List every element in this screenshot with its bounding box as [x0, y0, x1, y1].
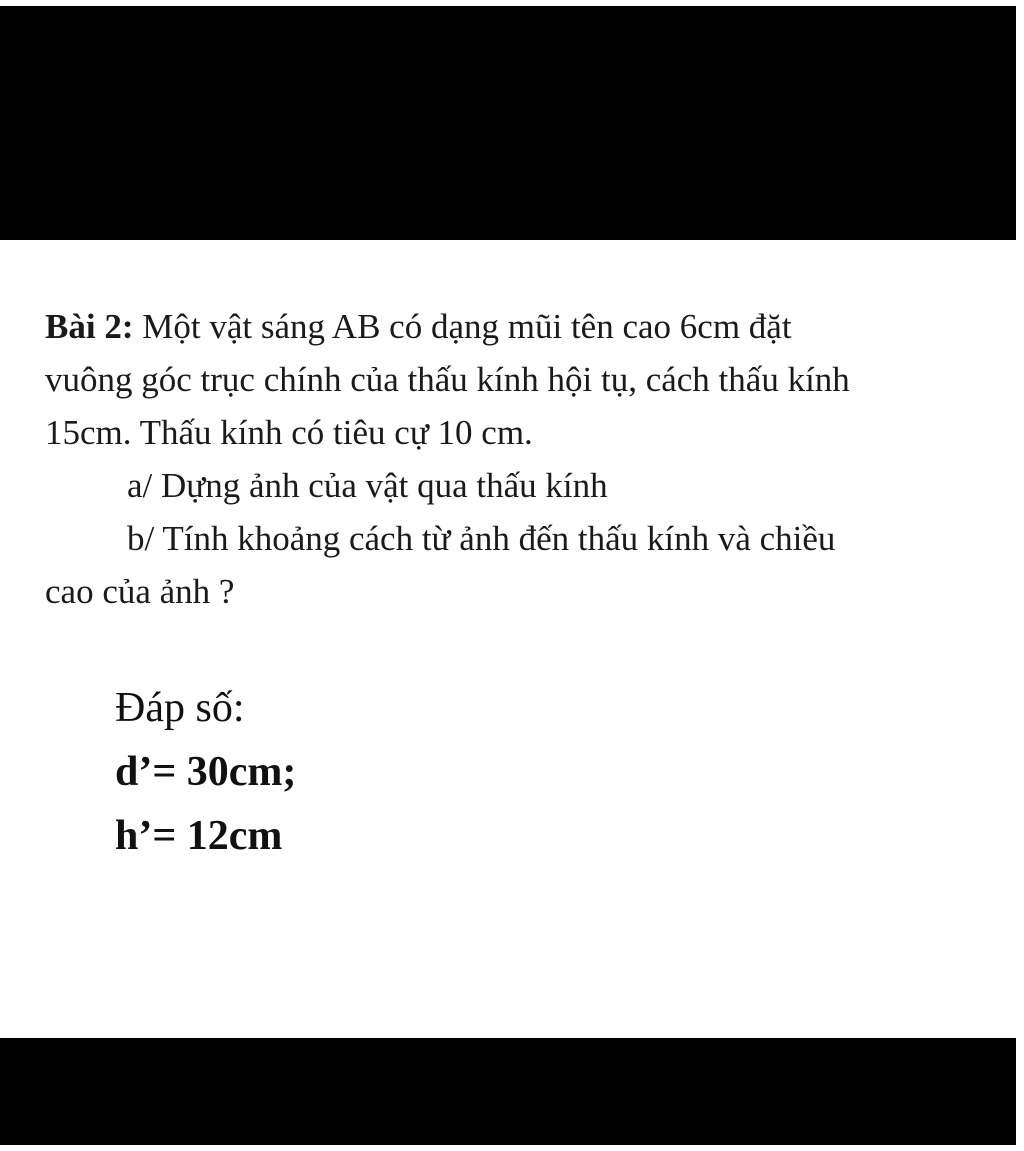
top-black-bar	[0, 6, 1016, 240]
problem-line-1	[45, 300, 1005, 353]
answer-block	[115, 676, 296, 868]
answer-image-distance: d’= 30cm;	[115, 749, 297, 795]
problem-line-2: vuông góc trục chính của thấu kính hội tụ, cách thấu kính	[45, 360, 850, 399]
answer-image-height: h’= 12cm	[115, 813, 283, 859]
problem-statement	[45, 300, 1005, 618]
bottom-black-bar	[0, 1038, 1016, 1145]
problem-label: Bài 2:	[45, 307, 134, 346]
problem-part-b-continued: cao của ảnh ?	[45, 572, 235, 611]
problem-line-1-text: Một vật sáng AB có dạng mũi tên cao 6cm đặt	[133, 307, 792, 346]
problem-line-3: 15cm. Thấu kính có tiêu cự 10 cm.	[45, 413, 533, 452]
problem-part-a: a/ Dựng ảnh của vật qua thấu kính	[127, 466, 608, 505]
problem-part-b: b/ Tính khoảng cách từ ảnh đến thấu kính và chiều	[127, 519, 836, 558]
answer-title: Đáp số:	[115, 685, 245, 731]
